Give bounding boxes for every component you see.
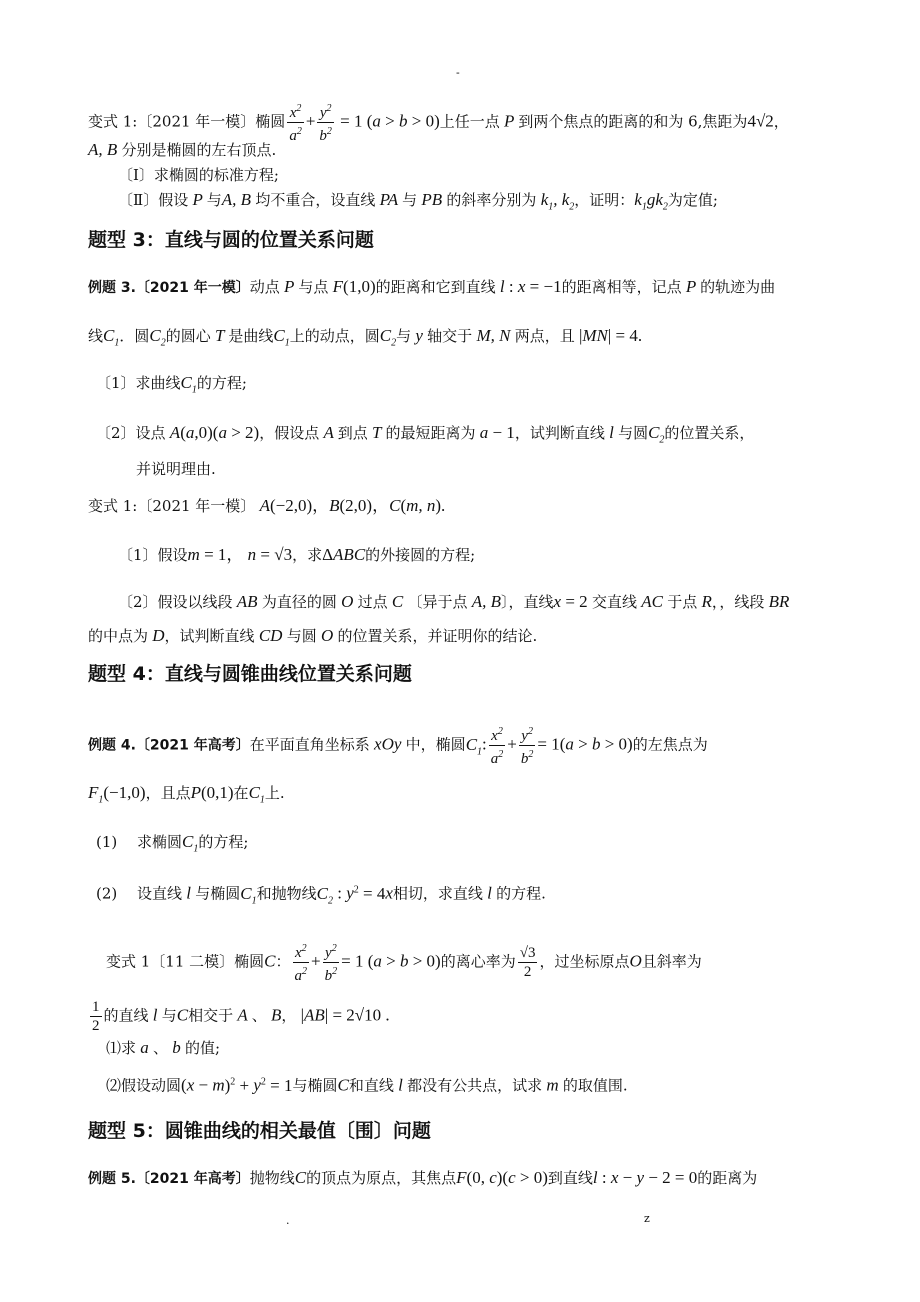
variant1-item1: 〔Ⅰ〕求椭圆的标准方程; (118, 166, 279, 184)
example3-line1: 例题 3.〔2021 年一模〕动点 P 与点 F(1,0)的距离和它到直线 l : x = −1的距离相等，记点 P 的轨迹为曲 (88, 277, 776, 296)
fraction: $\frac{y^2}{b^2}$ (317, 100, 334, 145)
header-mark: - (456, 66, 460, 79)
fraction: $\frac{y^2}{b^2}$ (323, 940, 340, 985)
example5-line1: 例题 5.〔2021 年高考〕抛物线C的顶点为原点，其焦点F(0, c)(c > 0)到直线l : x − y − 2 = 0的距离为 (88, 1168, 758, 1187)
footer-left-mark: . (286, 1214, 290, 1227)
fraction: $\frac{x^2}{a^2}$ (489, 723, 506, 768)
example3-line2: 线$C_1$．圆$C_2$的圆心 T 是曲线$C_1$上的动点，圆$C_2$与 y 轴交于 M, N 两点，且 |MN| = 4. (88, 326, 643, 349)
variant1-line2: A, B 分别是椭圆的左右顶点. (88, 140, 277, 159)
example4-line2: $F_1(-1,0)$，且点P(0,1)在$C_1$上. (88, 783, 285, 806)
example3-q2: 〔2〕设点 A(a,0)(a > 2)，假设点 A 到点 T 的最短距离为 a − 1，试判断直线 l 与圆$C_2$的位置关系， (96, 423, 755, 446)
fraction: $\frac{√3}{2}$ (519, 945, 536, 980)
variant1b-q2-cont: 的中点为 D，试判断直线 CD 与圆 O 的位置关系，并证明你的结论. (88, 626, 538, 645)
fraction: $\frac{1}{2}$ (92, 999, 100, 1034)
variant1c-q1: ⑴求 a 、 b 的值; (106, 1038, 221, 1057)
variant1b-q1: 〔1〕假设m = 1， n = √3，求ΔABC的外接圆的方程; (118, 545, 476, 564)
section-title-5: 题型 5：圆锥曲线的相关最值〔围〕问题 (88, 1120, 431, 1142)
section-title-4: 题型 4：直线与圆锥曲线位置关系问题 (88, 663, 412, 685)
fraction: $\frac{x^2}{a^2}$ (293, 940, 310, 985)
fraction: $\frac{y^2}{b^2}$ (519, 723, 536, 768)
example4-q2: (2) 设直线 l 与椭圆$C_1$和抛物线$C_2$ : $y^2 = 4x$相切，求直线 l 的方程. (96, 883, 546, 907)
variant1-item2: 〔Ⅱ〕假设 P 与A, B 均不重合，设直线 PA 与 PB 的斜率分别为 $k_1$, $k_2$，证明：$k_1gk_2$为定值; (118, 190, 718, 213)
fraction: $\frac{x^2}{a^2}$ (287, 100, 304, 145)
variant1c-line2: $\frac{1}{2}$ 的直线 l 与C相交于 A 、 B， |AB| = 2√10 . (92, 999, 390, 1034)
example4-q1: (1) 求椭圆$C_1$的方程; (96, 832, 249, 855)
example3-q2-cont: 并说明理由. (136, 460, 216, 478)
example4-line1: 例题 4.〔2021 年高考〕在平面直角坐标系 xOy 中，椭圆$C_1$: $\frac{x^2}{a^2}$ + $\frac{y^2}{b^2}$ = 1(a > b > 0)的左焦点为 (88, 723, 708, 768)
variant1c-line1: 变式 1〔11 二模〕椭圆C： $\frac{x^2}{a^2}$ + $\frac{y^2}{b^2}$ = 1 (a > b > 0)的离心率为 $\frac{√3}{2}$ ，过坐标原点O且斜率为 (106, 940, 702, 985)
variant1c-q2: ⑵假设动圆$(x - m)^2 + y^2 = 1$与椭圆C和直线 l 都没有公共点，试求 m 的取值围. (106, 1075, 628, 1095)
section-title-3: 题型 3：直线与圆的位置关系问题 (88, 229, 374, 251)
footer-right-mark: z (644, 1212, 650, 1225)
variant1b-q2: 〔2〕假设以线段 AB 为直径的圆 O 过点 C 〔异于点 A, B〕，直线x = 2 交直线 AC 于点 R，，线段 BR (118, 592, 790, 611)
variant1-line1: 变式 1:〔2021 年一模〕椭圆 $\frac{x^2}{a^2}$ + $\frac{y^2}{b^2}$ = 1 (a > b > 0)上任一点 P 到两个焦点的距离的和为 6,焦距为4√2， (88, 100, 789, 145)
variant1b-line1: 变式 1:〔2021 年一模〕 A(−2,0)，B(2,0)，C(m, n). (88, 496, 446, 515)
example3-q1: 〔1〕求曲线$C_1$的方程; (96, 373, 247, 396)
